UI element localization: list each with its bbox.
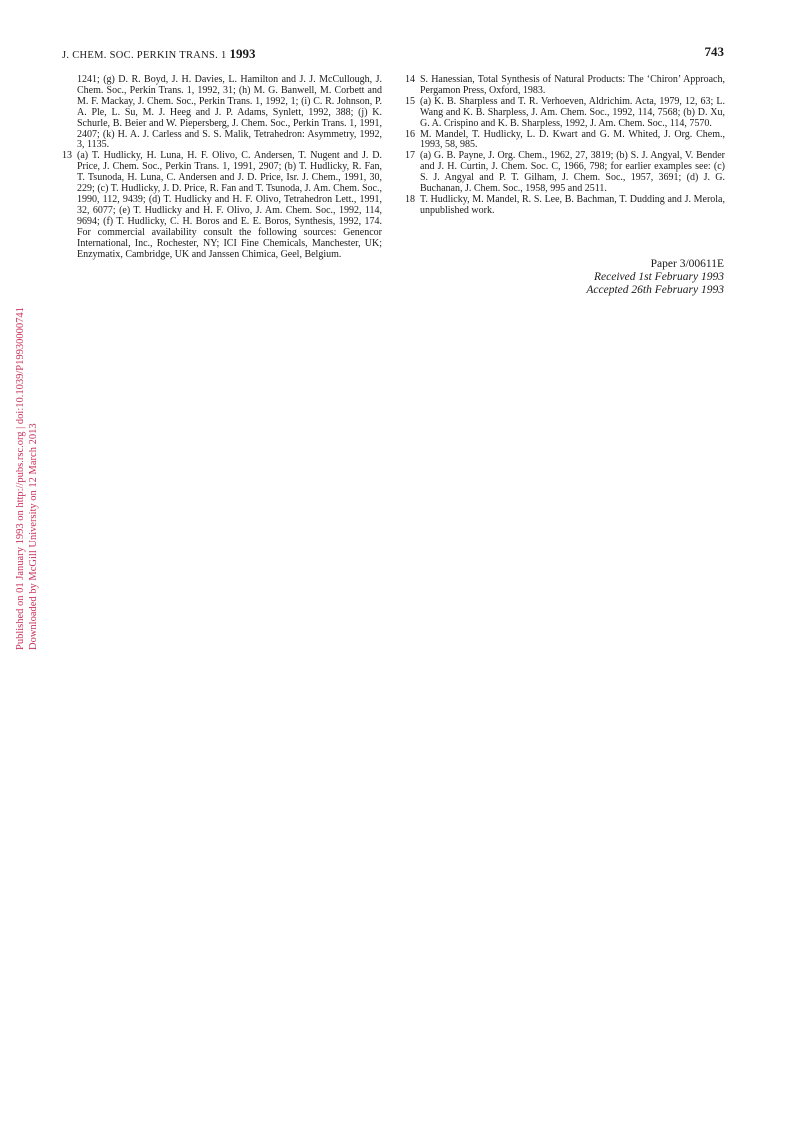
- reference-text: M. Mandel, T. Hudlicky, L. D. Kwart and G. M. Whited, J. Org. Chem., 1993, 58, 985.: [420, 128, 725, 151]
- reference-number: 13: [62, 150, 72, 162]
- reference-item: [62, 151, 382, 260]
- published-note: Published on 01 January 1993 on http://pubs.rsc.org | doi:10.1039/P19930000741: [15, 307, 26, 650]
- reference-item: [405, 75, 725, 97]
- download-watermark: [14, 307, 40, 650]
- references-left-column: [62, 75, 382, 260]
- reference-text: 1241; (g) D. R. Boyd, J. H. Davies, L. Hamilton and J. J. McCullough, J. Chem. Soc., Perkin Trans. 1, 1992, 31; (h) M. G. Banwell, M. Corbett and M. F. Mackay, J. Chem. Soc., Perkin Trans. 1, 1992, 1; (i) C. R. Johnson, P. A. Ple, L. Su, M. J. Heeg and J. P. Adams, Synlett, 1992, 388; (j) K. Schurle, B. Beier and W. Piepersberg, J. Chem. Soc., Perkin Trans. 1, 1991, 2407; (k) H. A. J. Carless and S. S. Malik, Tetrahedron: Asymmetry, 1992, 3, 1135.: [77, 74, 382, 151]
- reference-text: T. Hudlicky, M. Mandel, R. S. Lee, B. Bachman, T. Dudding and J. Merola, unpublished work.: [420, 193, 725, 216]
- reference-text: (a) T. Hudlicky, H. Luna, H. F. Olivo, C. Andersen, T. Nugent and J. D. Price, J. Chem. Soc., Perkin Trans. 1, 1991, 2907; (b) T. Hudlicky, R. Fan, T. Tsunoda, H. Luna, C. Andersen and J. D. Price, Isr. J. Chem., 1991, 30, 229; (c) T. Hudlicky, J. D. Price, R. Fan and T. Tsunoda, J. Am. Chem. Soc., 1990, 112, 9439; (d) T. Hudlicky and H. F. Olivo, Tetrahedron Lett., 1991, 32, 6077; (e) T. Hudlicky and H. F. Olivo, J. Am. Chem. Soc., 1992, 114, 9694; (f) T. Hudlicky, C. H. Boros and E. E. Boros, Synthesis, 1992, 174. For commercial availability consult the following sources: Genencor International, Inc., Rochester, NY; ICI Fine Chemicals, Manchester, UK; Enzymatix, Cambridge, UK and Janssen Chimica, Geel, Belgium.: [77, 150, 382, 260]
- accepted-date: Accepted 26th February 1993: [586, 284, 724, 297]
- reference-item: [405, 130, 725, 152]
- journal-name: J. CHEM. SOC. PERKIN TRANS. 1: [62, 50, 227, 61]
- received-date: Received 1st February 1993: [594, 271, 724, 284]
- reference-number: 16: [405, 128, 415, 140]
- journal-year: 1993: [229, 46, 256, 61]
- reference-item: [405, 97, 725, 130]
- running-head: [62, 46, 256, 62]
- page-number: 743: [704, 44, 724, 59]
- reference-text: (a) G. B. Payne, J. Org. Chem., 1962, 27, 3819; (b) S. J. Angyal, V. Bender and J. H. Curtin, J. Chem. Soc. C, 1966, 798; for earlier examples see: (c) S. J. Angyal and P. T. Gilham, J. Chem. Soc., 1957, 3691; (d) J. G. Buchanan, J. Chem. Soc., 1958, 995 and 2511.: [420, 150, 725, 195]
- downloaded-note: Downloaded by McGill University on 12 March 2013: [28, 423, 39, 650]
- reference-text: S. Hanessian, Total Synthesis of Natural Products: The ‘Chiron’ Approach, Pergamon Press, Oxford, 1983.: [420, 74, 725, 96]
- reference-number: 15: [405, 95, 415, 107]
- reference-number: 17: [405, 150, 415, 162]
- reference-continued: [62, 75, 382, 151]
- paper-meta: [586, 258, 724, 298]
- reference-text: (a) K. B. Sharpless and T. R. Verhoeven, Aldrichim. Acta, 1979, 12, 63; L. Wang and K. B. Sharpless, J. Am. Chem. Soc., 1992, 114, 7568; (b) D. Xu, G. A. Crispino and K. B. Sharpless, 1992, J. Am. Chem. Soc., 114, 7570.: [420, 95, 725, 129]
- reference-number: 18: [405, 193, 415, 205]
- reference-item: [405, 151, 725, 195]
- paper-id: Paper 3/00611E: [650, 258, 724, 270]
- reference-item: [405, 195, 725, 217]
- reference-number: 14: [405, 74, 415, 85]
- references-right-column: [405, 75, 725, 217]
